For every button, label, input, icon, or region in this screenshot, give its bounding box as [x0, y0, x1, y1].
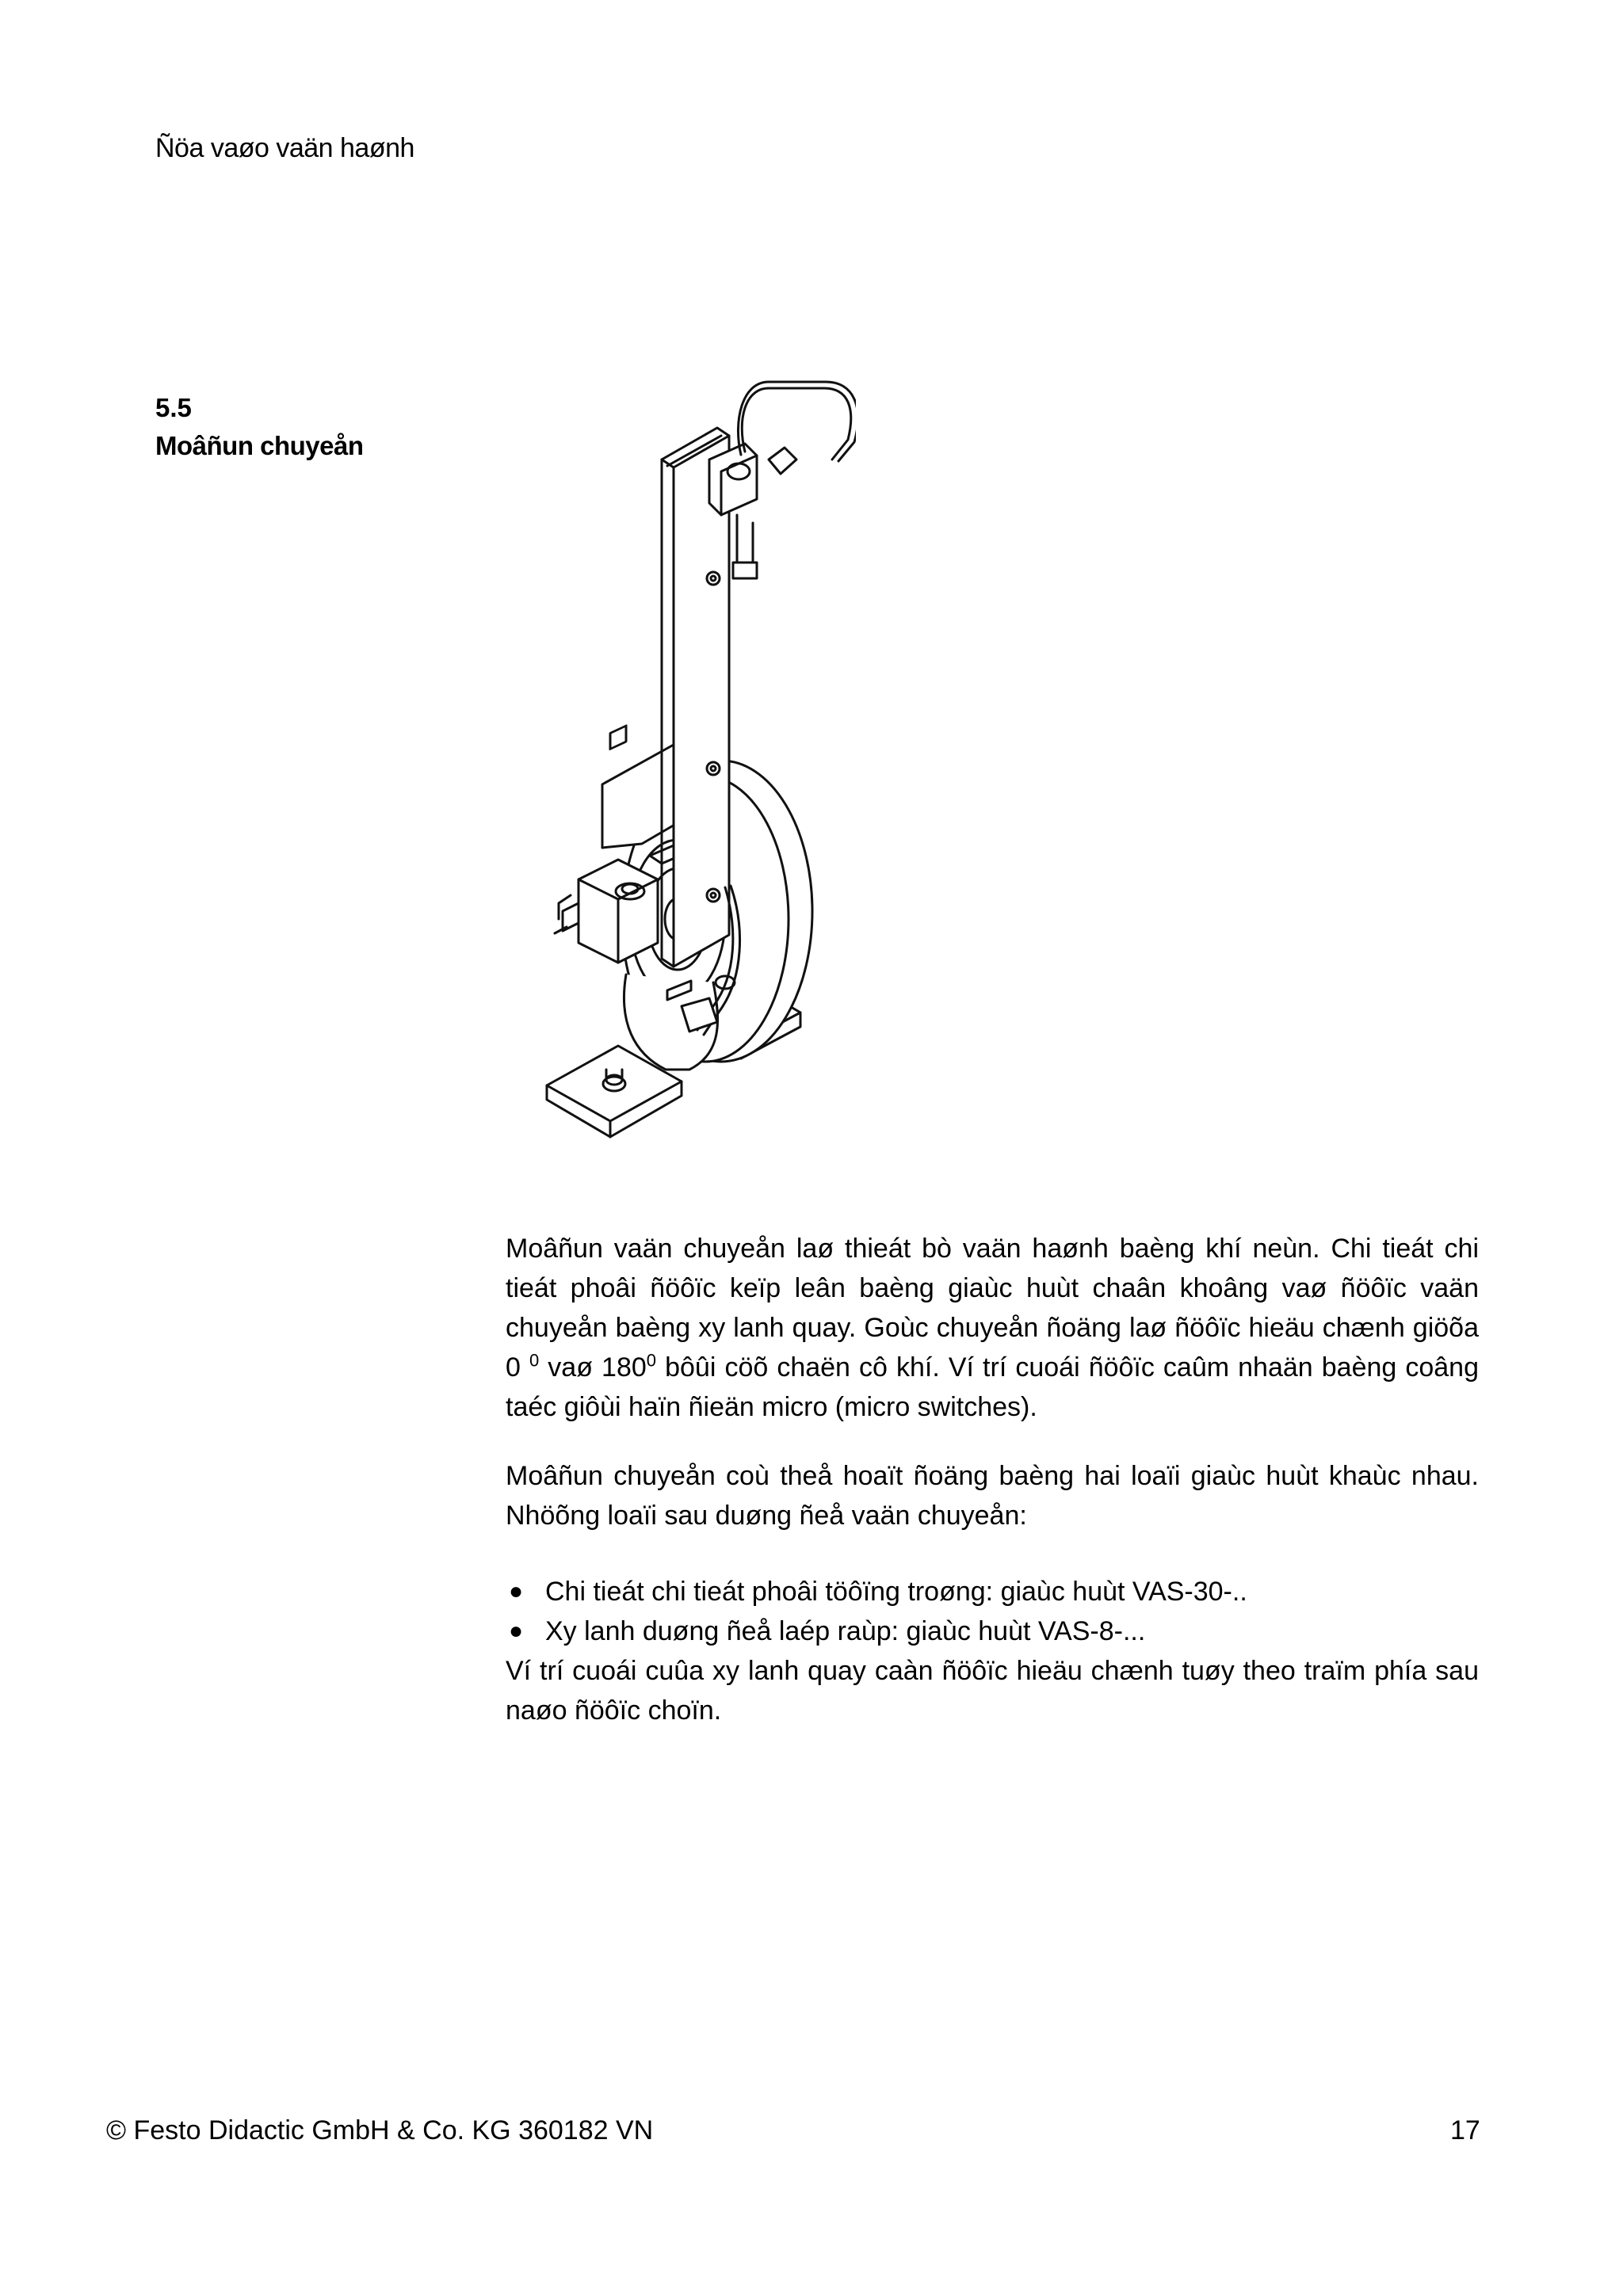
bullet-icon: ● — [509, 1578, 524, 1604]
list-item-text: Xy lanh duøng ñeå laép raùp: giaùc huùt VAS-8-... — [545, 1616, 1146, 1646]
list-item-text: Chi tieát chi tieát phoâi töôïng troøng: giaùc huùt VAS-30-.. — [545, 1577, 1247, 1607]
section-title: Moâñun chuyeån — [155, 431, 364, 460]
transfer-module-illustration — [483, 372, 856, 1173]
degree-superscript-1: 0 — [529, 1350, 540, 1371]
footer-copyright: © Festo Didactic GmbH & Co. KG 360182 VN — [106, 2115, 654, 2145]
paragraph-description-part-1: Moâñun vaän chuyeån laø thieát bò vaän haønh baèng khí neùn. Chi tieát chi tieát phoâi ñöôïc keïp leân baèng giaùc huùt chaân khoâng vaø ñöôïc vaän chuyeån baèng xy lanh quay. Goùc chuyeån ñoäng laø ñöôïc hieäu chænh giöõa 0 — [506, 1234, 1479, 1383]
page-number: 17 — [1450, 2115, 1480, 2145]
paragraph-suction-cups: Moâñun chuyeån coù theå hoaït ñoäng baèng hai loaïi giaùc huùt khaùc nhau. Nhöõng loaïi sau duøng ñeå vaän chuyeån: — [506, 1461, 1479, 1531]
list-item — [506, 1611, 1479, 1651]
degree-superscript-2: 0 — [646, 1350, 657, 1371]
running-header: Ñöa vaøo vaän haønh — [155, 133, 414, 163]
suction-cup-list — [506, 1572, 1479, 1651]
bullet-icon: ● — [509, 1618, 524, 1644]
paragraph-end-position: Ví trí cuoái cuûa xy lanh quay caàn ñöôïc hieäu chænh tuøy theo traïm phía sau naøo ñöôïc choïn. — [506, 1656, 1479, 1726]
paragraph-description-part-3: bôûi cöõ chaën cô khí. Ví trí cuoái ñöôïc caûm nhaän baèng coâng taéc giôùi haïn ñieän micro (micro switches). — [506, 1352, 1479, 1422]
section-number: 5.5 — [155, 393, 192, 422]
list-item — [506, 1572, 1479, 1611]
paragraph-description — [506, 1229, 1479, 1427]
paragraph-description-part-2: vaø 180 — [539, 1352, 647, 1383]
